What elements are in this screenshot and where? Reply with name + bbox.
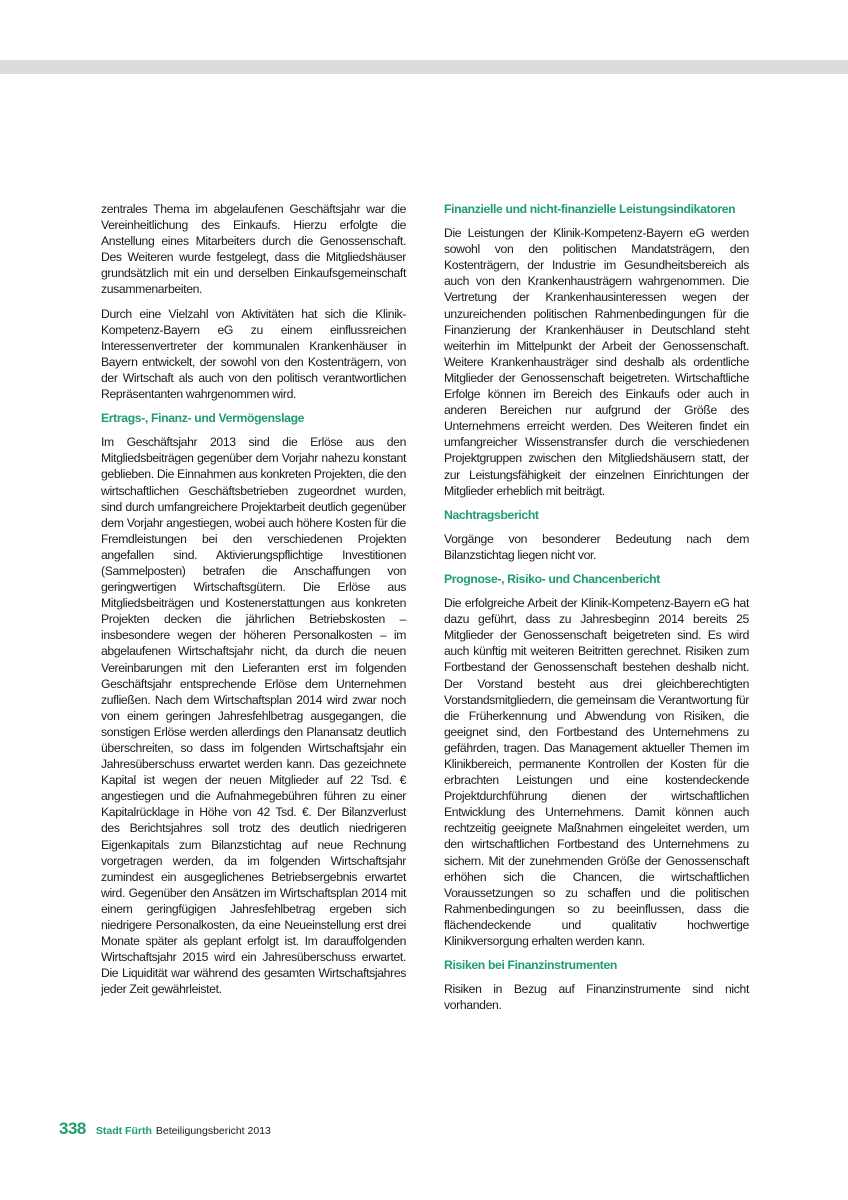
left-text-column (101, 201, 406, 1006)
paragraph-nachtragsbericht: Vorgänge von besonderer Bedeutung nach dem Bilanzstichtag liegen nicht vor. (444, 531, 749, 562)
top-header-bar (0, 60, 848, 74)
page-number: 338 (59, 1119, 86, 1138)
heading-ertragslage: Ertrags-, Finanz- und Vermögenslage (101, 411, 305, 426)
heading-prognosebericht: Prognose-, Risiko- und Chancenbericht (444, 571, 660, 586)
footer-city: Stadt Fürth (95, 1125, 152, 1137)
heading-leistungsindikatoren: Finanzielle und nicht-finanzielle Leistungsindikatoren (444, 202, 736, 216)
paragraph-finanzinstrumente: Risiken in Bezug auf Finanzinstrumente sind nicht vorhanden. (444, 982, 749, 1013)
paragraph-ertragslage: Im Geschäftsjahr 2013 sind die Erlöse aus den Mitgliedsbeiträgen gegenüber dem Vorjahr nahezu konstant geblieben. Die Einnahmen aus konkreten Projekten, die den wirtschaftlichen Geschäftsbetrieben zugeordnet wurden, sind durch umfangreichere Projektarbeit deutlich gegenüber dem Vorjahr angestiegen, wobei auch höhere Kosten für die Fremdleistungen bei den verschiedenen Projekten angefallen sind. Aktivierungspflichtige Investitionen (Sammelposten) betrafen die Anschaffungen von geringwertigen Wirtschaftsgütern. Die Erlöse aus Mitgliedsbeiträgen und Kostenerstattungen aus konkreten Projekten decken die jährlichen Betriebskosten – insbesondere wegen der höheren Personalkosten – im abgelaufenen Wirtschaftsjahr nicht, da durch die neuen Vereinbarungen mit den Lieferanten erst im folgenden Geschäftsjahr entsprechende Erlöse dem Unternehmen zufließen. Nach dem Wirtschaftsplan 2014 wird zwar noch von einem geringen Jahresfehlbetrag ausgegangen, die sonstigen Erlöse werden allerdings den Planansatz deutlich überschreiten, so dass im folgenden Wirtschaftsjahr ein Jahresüberschuss erwartet werden kann. Das gezeichnete Kapital ist wegen der neuen Mitglieder auf 22 Tsd. € angestiegen und die Aufnahmegebühren führen zu einer Kapitalrücklage in Höhe von 42 Tsd. €. Der Bilanzverlust des Berichtsjahres soll trotz des deutlich niedrigeren Eigenkapitals zum Bilanzstichtag auf neue Rechnung vorgetragen werden, da im folgenden Wirtschaftsjahr zumindest ein ausgeglichenes Betriebsergebnis erwartet wird. Gegenüber den Ansätzen im Wirtschaftsplan 2014 mit einem geringfügigen Jahresfehlbetrag ergeben sich niedrigere Personalkosten, da eine Neueinstellung erst drei Monate später als geplant erfolgt ist. Im darauffolgenden Wirtschaftsjahr 2015 wird ein Jahresüberschuss erwartet. Die Liquidität war während des gesamten Wirtschaftsjahres jeder Zeit gewährleistet. (101, 435, 406, 997)
right-text-column (444, 201, 749, 1021)
footer-report-title: Beteiligungsbericht 2013 (155, 1125, 271, 1137)
paragraph-einkauf: zentrales Thema im abgelaufenen Geschäftsjahr war die Vereinheitlichung des Einkaufs. Hierzu erfolgte die Anstellung eines Mitarbeiters durch die Genossenschaft. Des Weiteren wurde festgelegt, dass die Mitgliedshäuser grundsätzlich mit ein und derselben Einkaufsgemeinschaft zusammenarbeiten. (101, 202, 406, 297)
paragraph-leistungsindikatoren: Die Leistungen der Klinik-Kompetenz-Bayern eG werden sowohl von den politischen Mandatsträgern, den Kostenträgern, der Industrie im Gesundheitsbereich als auch von den Krankenhausträgern wahrgenommen. Die Vertretung der Krankenhausinteressen wegen der unzureichenden politischen Rahmenbedingungen für die Finanzierung der Krankenhäuser in Deutschland steht weiterhin im Mittelpunkt der Arbeit der Genossenschaft. Weitere Krankenhausträger sind deshalb als ordentliche Mitglieder der Genossenschaft beigetreten. Wirtschaftliche Erfolge können im Bereich des Einkaufs oder auch in anderen Bereichen nur aufgrund der Größe des Unternehmens erreicht werden. Des Weiteren findet ein umfangreicher Wissenstransfer durch die verschiedenen Projektgruppen zwischen den Mitgliedshäusern statt, der zur Leistungsfähigkeit der einzelnen Einrichtungen der Mitglieder erheblich mit beiträgt. (444, 226, 749, 498)
heading-finanzinstrumente: Risiken bei Finanzinstrumenten (444, 958, 618, 973)
heading-nachtragsbericht: Nachtragsbericht (444, 507, 539, 522)
paragraph-prognosebericht: Die erfolgreiche Arbeit der Klinik-Kompetenz-Bayern eG hat dazu geführt, dass zu Jahresbeginn 2014 bereits 25 Mitglieder der Genossenschaft beigetreten sind. Es wird auch künftig mit weiteren Beitritten gerechnet. Risiken zum Fortbestand der Genossenschaft bestehen deshalb nicht. Der Vorstand besteht aus drei gleichberechtigten Vorstandsmitgliedern, die gemeinsam die Verantwortung für die Früherkennung und Abwendung von Risiken, die geeignet sind, den Fortbestand des Unternehmens zu gefährden, tragen. Das Management aktueller Themen im Klinikbereich, permanente Kontrollen der Kosten für die erbrachten Leistungen und eine kostendeckende Projektdurchführung dienen der wirtschaftlichen Entwicklung des Unternehmens. Damit können auch rechtzeitig geeignete Maßnahmen eingeleitet werden, um den wirtschaftlichen Fortbestand des Unternehmens zu sichern. Mit der zunehmenden Größe der Genossenschaft erhöhen sich die Chancen, die wirtschaftlichen Voraussetzungen so zu schaffen und die politischen Rahmenbedingungen so zu beeinflussen, dass die flächendeckende und qualitativ hochwertige Klinikversorgung erhalten werden kann. (444, 596, 749, 949)
page-footer (59, 1119, 271, 1145)
paragraph-interessenvertreter: Durch eine Vielzahl von Aktivitäten hat sich die Klinik-Kompetenz-Bayern eG zu einem einflussreichen Interessenvertreter der kommunalen Krankenhäuser in Bayern entwickelt, der sowohl von den Kostenträgern, von der Wirtschaft als auch von den politisch verantwortlichen Repräsentanten wahrgenommen wird. (101, 306, 406, 402)
